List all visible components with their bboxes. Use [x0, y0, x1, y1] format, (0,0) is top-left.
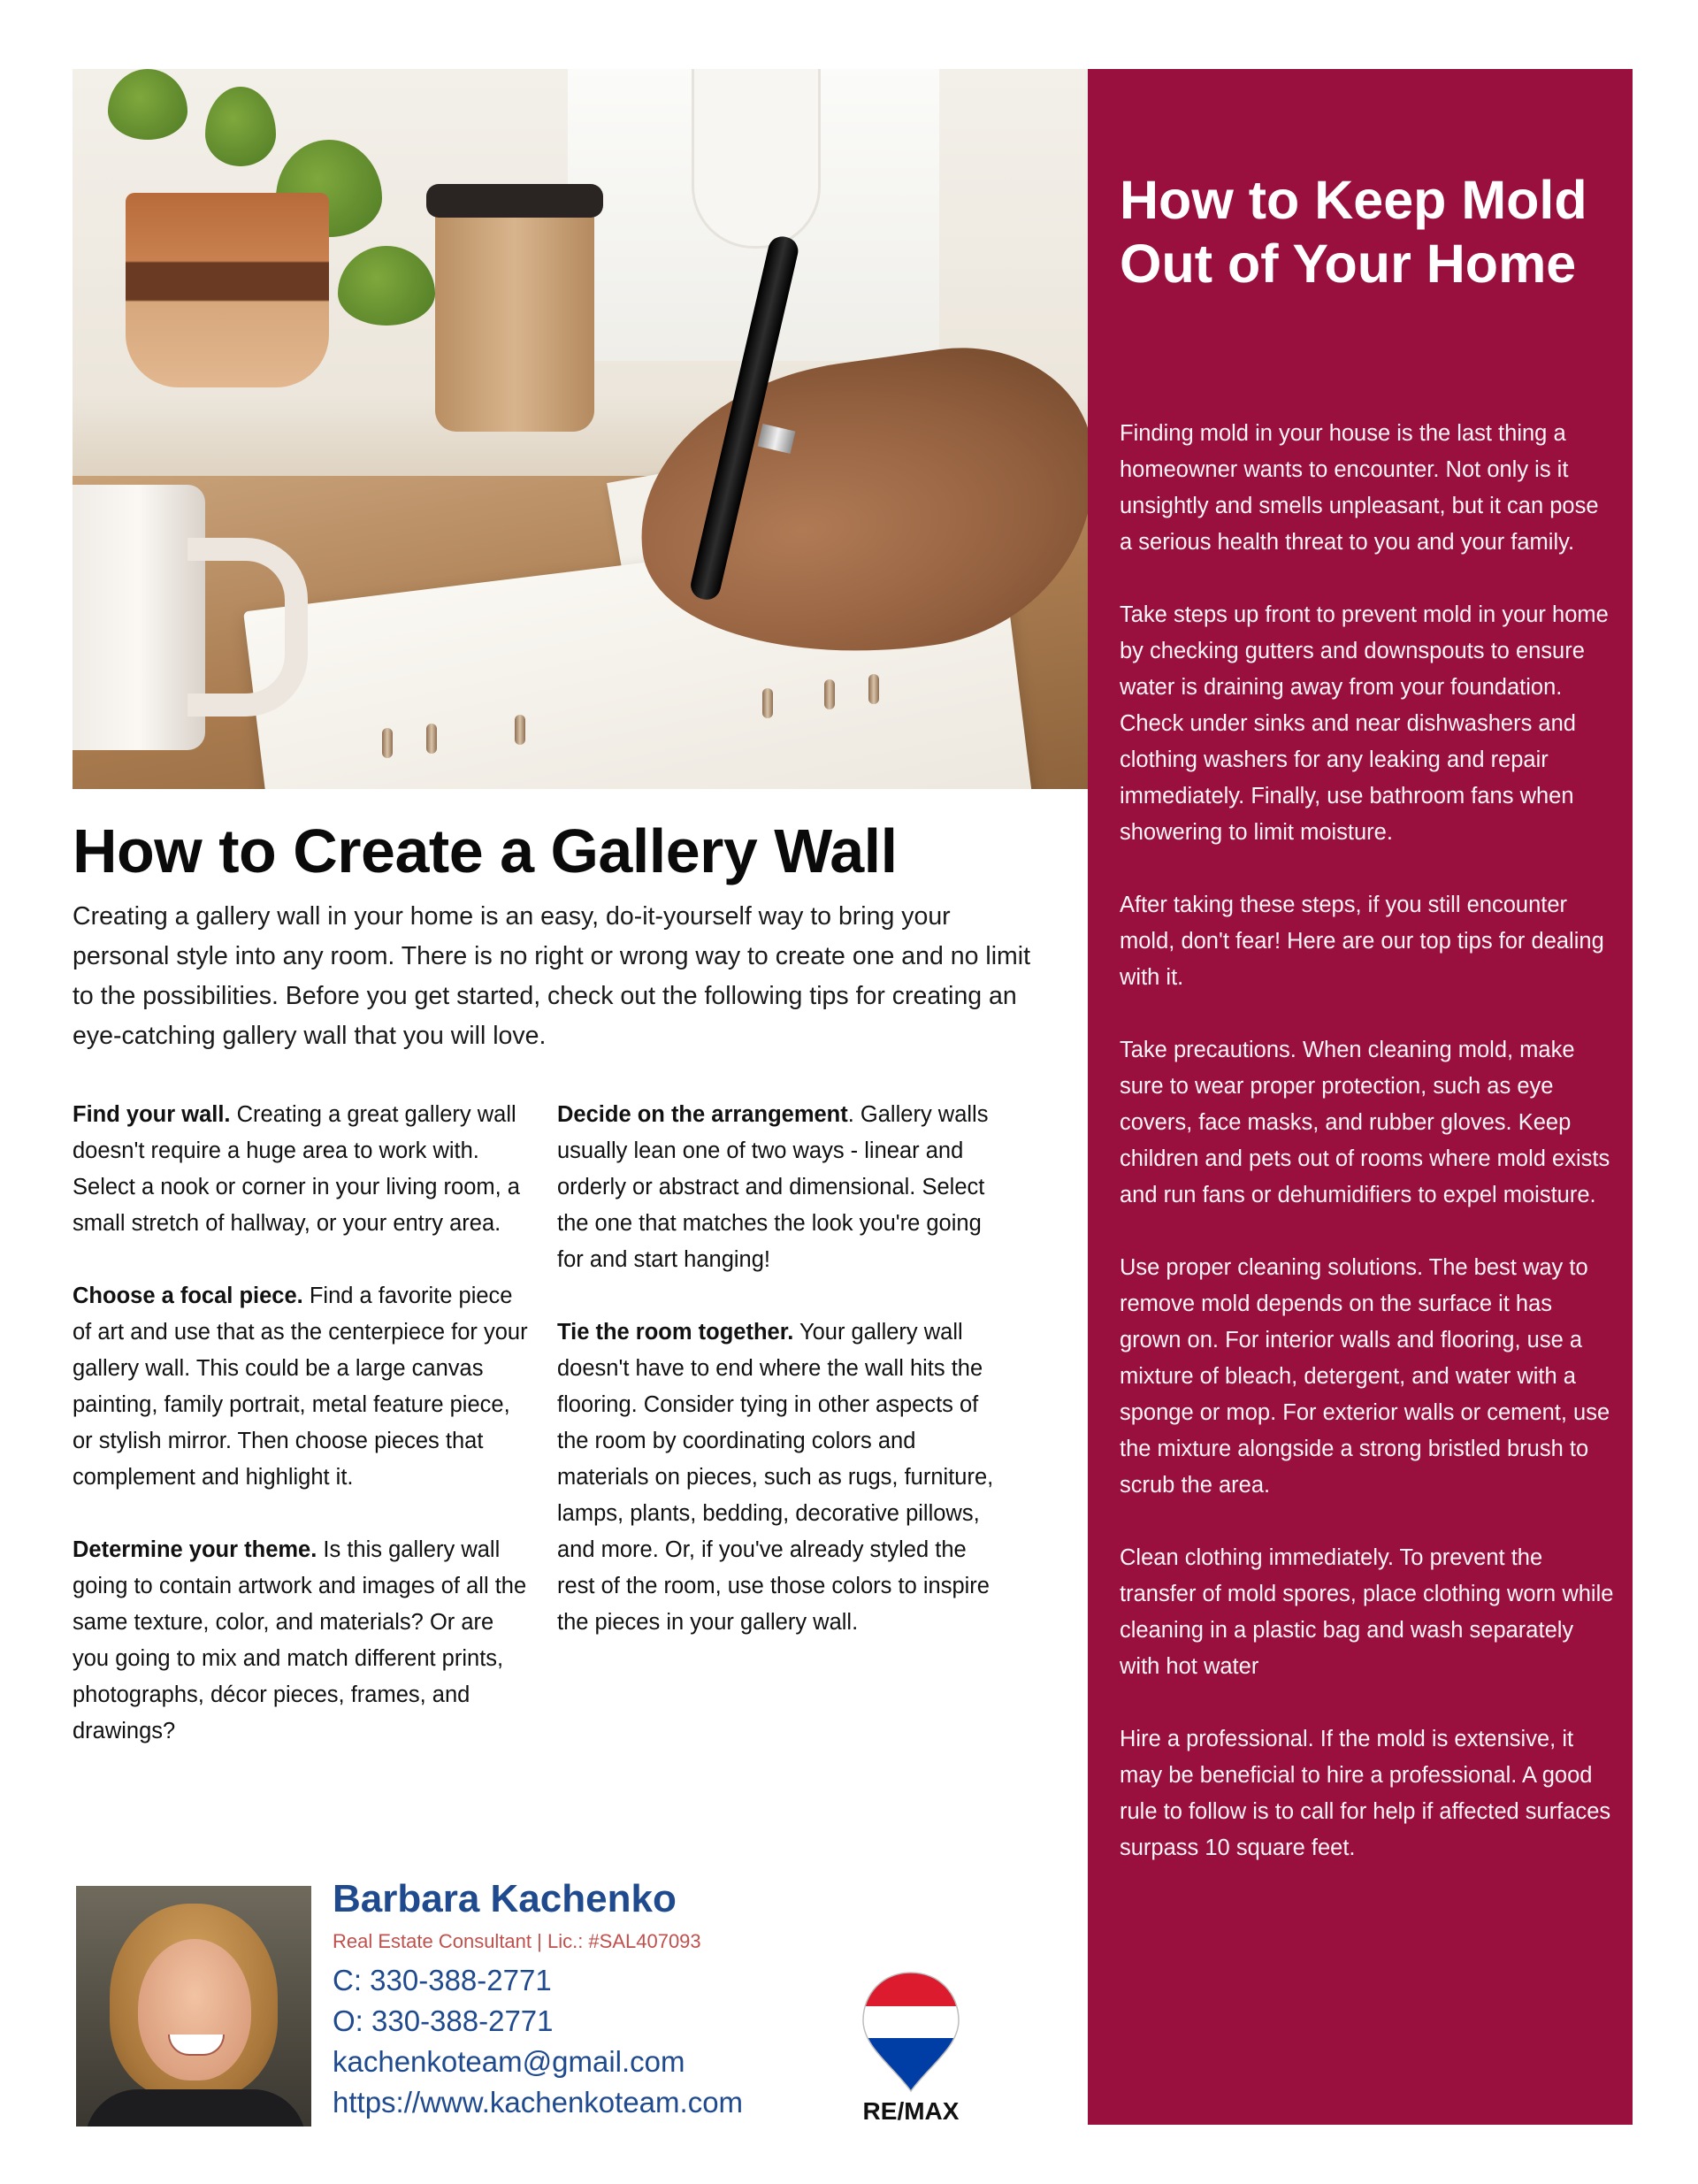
plant-leaf	[205, 87, 276, 166]
mug-handle	[187, 538, 308, 717]
tip-text: Creating a great gallery wall doesn't require a huge area to work with. Select a nook or corner in your living room, a small stretch of hallway, or your entry area.	[73, 1102, 520, 1236]
tip-heading: Find your wall.	[73, 1102, 231, 1127]
sidebar-paragraph: Hire a professional. If the mold is extensive, it may be beneficial to hire a professional. A good rule to follow is to call for help if affected surfaces surpass 10 square feet.	[1120, 1727, 1611, 1860]
mold-sidebar	[1088, 69, 1633, 2125]
tip-text: . Gallery walls usually lean one of two ways - linear and orderly or abstract and dimensional. Select the one that matches the look you're going for and start hanging!	[557, 1102, 989, 1272]
tip-heading: Choose a focal piece.	[73, 1284, 303, 1308]
tip-text: Your gallery wall doesn't have to end where the wall hits the flooring. Consider tying in other aspects of the room by coordinating colors and materials on pieces, such as rugs, furniture, lamps, plants, bedding, decorative pillows, and more. Or, if you've already styled the rest of the room, use those colors to inspire the pieces in your gallery wall.	[557, 1320, 994, 1635]
agent-office-phone[interactable]: O: 330-388-2771	[333, 2004, 554, 2037]
tips-column-right	[557, 1097, 999, 1677]
sidebar-paragraph: Take steps up front to prevent mold in your home by checking gutters and downspouts to ensure water is draining away from your foundation. Check under sinks and near dishwashers and clothing washers for any leaking and repair immediately. Finally, use bathroom fans when showering to limit moisture.	[1120, 602, 1609, 845]
coffee-cup-lid	[426, 184, 603, 218]
notebook-ring	[515, 715, 525, 745]
tip-heading: Decide on the arrangement	[557, 1102, 848, 1127]
sidebar-paragraph: Take precautions. When cleaning mold, make sure to wear proper protection, such as eye covers, face masks, and rubber gloves. Keep children and pets out of rooms where mold exists and run fans or dehumidifiers to expel moisture.	[1120, 1038, 1610, 1207]
agent-email-link[interactable]: kachenkoteam@gmail.com	[333, 2045, 685, 2078]
article-intro: Creating a gallery wall in your home is an easy, do-it-yourself way to bring your personal style into any room. There is no right or wrong way to create one and no limit to the possibilities. Before you get started, check out the following tips for creating an eye-catching gallery wall that you will love.	[73, 902, 1031, 1050]
agent-website-link[interactable]: https://www.kachenkoteam.com	[333, 2086, 744, 2119]
remax-logo	[858, 1969, 964, 2128]
notebook-ring	[868, 674, 879, 704]
notebook-ring	[762, 688, 773, 718]
coffee-cup	[435, 202, 594, 432]
plant-leaf	[338, 246, 435, 326]
agent-cell-phone[interactable]: C: 330-388-2771	[333, 1964, 552, 1996]
agent-name: Barbara Kachenko	[333, 1877, 677, 1920]
sidebar-paragraph: Finding mold in your house is the last thing a homeowner wants to encounter. Not only is it unsightly and smells unpleasant, but it can pose a serious health threat to you and your family.	[1120, 421, 1599, 555]
tip-heading: Tie the room together.	[557, 1320, 794, 1345]
sidebar-title: How to Keep Mold Out of Your Home	[1120, 170, 1587, 294]
agent-role: Real Estate Consultant | Lic.: #SAL407093	[333, 1930, 701, 1952]
sidebar-paragraph: Use proper cleaning solutions. The best way to remove mold depends on the surface it has grown on. For interior walls and flooring, use a mixture of bleach, detergent, and water with a sponge or mop. For exterior walls or cement, use the mixture alongside a strong bristled brush to scrub the area.	[1120, 1255, 1610, 1498]
tip-paragraph	[73, 1097, 532, 1242]
hero-photo	[73, 69, 1088, 789]
plant-leaf	[108, 69, 187, 140]
article-title: How to Create a Gallery Wall	[73, 816, 898, 885]
white-mug	[73, 485, 205, 750]
tip-text: Find a favorite piece of art and use that as the centerpiece for your gallery wall. This could be a large canvas painting, family portrait, metal feature piece, or stylish mirror. Then choose pieces that complement and highlight it.	[73, 1284, 528, 1490]
notebook-ring	[824, 679, 835, 709]
notebook-ring	[426, 724, 437, 754]
tip-paragraph	[557, 1097, 999, 1278]
sidebar-body	[1120, 416, 1615, 1903]
sidebar-paragraph: Clean clothing immediately. To prevent the transfer of mold spores, place clothing worn while cleaning in a plastic bag and wash separately with hot water	[1120, 1545, 1614, 1679]
tip-paragraph	[557, 1314, 999, 1641]
agent-photo-face	[138, 1939, 251, 2081]
lamp	[692, 69, 821, 249]
tip-paragraph	[73, 1278, 532, 1496]
notebook-ring	[382, 728, 393, 758]
agent-photo-shirt	[85, 2089, 306, 2127]
tips-column-left	[73, 1097, 532, 1786]
tip-heading: Determine your theme.	[73, 1537, 317, 1562]
remax-logo-text: RE/MAX	[862, 2097, 960, 2125]
tip-paragraph	[73, 1532, 532, 1750]
agent-photo	[76, 1886, 311, 2127]
sidebar-paragraph: After taking these steps, if you still encounter mold, don't fear! Here are our top tips for dealing with it.	[1120, 893, 1604, 990]
plant-pot	[126, 193, 329, 387]
tip-text: Is this gallery wall going to contain artwork and images of all the same texture, color, and materials? Or are you going to mix and match different prints, photographs, décor pieces, frames, and drawings?	[73, 1537, 527, 1743]
